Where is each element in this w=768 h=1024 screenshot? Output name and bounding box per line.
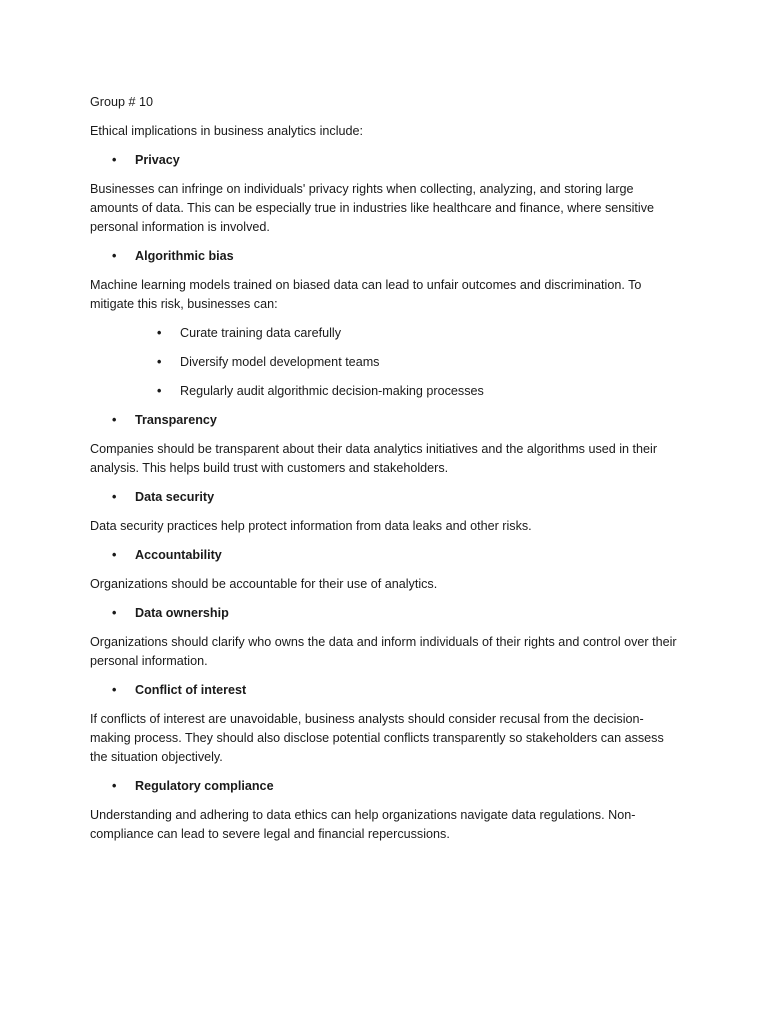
- section-heading-algorithmic-bias: [90, 247, 680, 266]
- bullet-icon: •: [157, 384, 162, 398]
- group-label: Group # 10: [90, 95, 154, 109]
- sub-list-item-label: Curate training data carefully: [180, 326, 342, 340]
- section-text-accountability: Organizations should be accountable for their use of analytics.: [90, 577, 438, 591]
- section-text-algorithmic-bias: Machine learning models trained on biased data can lead to unfair outcomes and discrimination. To mitigate this risk, businesses can:: [90, 278, 642, 311]
- bullet-icon: •: [112, 413, 117, 427]
- section-text-privacy: Businesses can infringe on individuals' privacy rights when collecting, analyzing, and storing large amounts of data. This can be especially true in industries like healthcare and finance, where sensitive personal information is involved.: [90, 182, 655, 234]
- section-heading-data-security: [90, 488, 680, 507]
- section-heading-label: Accountability: [135, 548, 222, 562]
- section-heading-label: Regulatory compliance: [135, 779, 274, 793]
- sub-list-item: [90, 382, 680, 401]
- document-body: [90, 93, 680, 854]
- section-heading-label: Privacy: [135, 153, 180, 167]
- section-heading-data-ownership: [90, 604, 680, 623]
- bullet-icon: •: [157, 326, 162, 340]
- section-heading-conflict-of-interest: [90, 681, 680, 700]
- section-text-data-security: Data security practices help protect information from data leaks and other risks.: [90, 519, 532, 533]
- section-text-transparency: Companies should be transparent about their data analytics initiatives and the algorithms used in their analysis. This helps build trust with customers and stakeholders.: [90, 442, 658, 475]
- section-heading-regulatory-compliance: [90, 777, 680, 796]
- sub-list-item: [90, 324, 680, 343]
- section-heading-transparency: [90, 411, 680, 430]
- bullet-icon: •: [112, 153, 117, 167]
- section-text-conflict-of-interest: If conflicts of interest are unavoidable, business analysts should consider recusal from the decision-making process. They should also disclose potential conflicts transparently so stakeholders can assess the situation objectively.: [90, 712, 664, 764]
- section-heading-label: Transparency: [135, 413, 217, 427]
- section-text-regulatory-compliance: Understanding and adhering to data ethics can help organizations navigate data regulations. Non-compliance can lead to severe legal and financial repercussions.: [90, 808, 636, 841]
- bullet-icon: •: [112, 548, 117, 562]
- section-heading-label: Algorithmic bias: [135, 249, 234, 263]
- bullet-icon: •: [112, 779, 117, 793]
- bullet-icon: •: [157, 355, 162, 369]
- intro-text: Ethical implications in business analytics include:: [90, 124, 363, 138]
- section-heading-label: Conflict of interest: [135, 683, 247, 697]
- section-heading-label: Data security: [135, 490, 215, 504]
- sub-list-item-label: Diversify model development teams: [180, 355, 380, 369]
- section-heading-label: Data ownership: [135, 606, 229, 620]
- bullet-icon: •: [112, 490, 117, 504]
- section-heading-accountability: [90, 546, 680, 565]
- bullet-icon: •: [112, 249, 117, 263]
- sub-list-item: [90, 353, 680, 372]
- bullet-icon: •: [112, 606, 117, 620]
- section-text-data-ownership: Organizations should clarify who owns the data and inform individuals of their rights and control over their personal information.: [90, 635, 677, 668]
- section-heading-privacy: [90, 151, 680, 170]
- sub-list-item-label: Regularly audit algorithmic decision-making processes: [180, 384, 484, 398]
- bullet-icon: •: [112, 683, 117, 697]
